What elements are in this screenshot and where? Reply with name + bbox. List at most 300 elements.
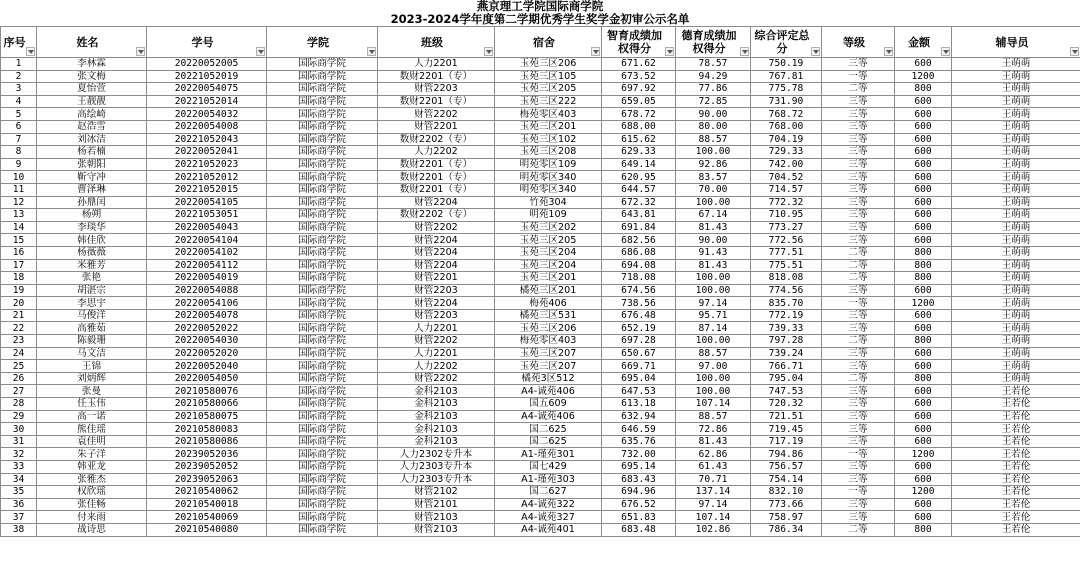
cell-total-score[interactable]: 721.51 [751,410,822,423]
cell-index[interactable]: 28 [1,398,37,411]
cell-moral-score[interactable]: 62.86 [676,448,751,461]
cell-class[interactable]: 财管2203 [378,83,495,96]
cell-name[interactable]: 刘冰洁 [37,133,147,146]
cell-class[interactable]: 数财2201（专） [378,95,495,108]
cell-grade[interactable]: 三等 [822,309,895,322]
cell-student-id[interactable]: 20220054032 [147,108,267,121]
cell-student-id[interactable]: 20220054043 [147,221,267,234]
cell-total-score[interactable]: 739.33 [751,322,822,335]
cell-name[interactable]: 战诗思 [37,523,147,536]
cell-grade[interactable]: 二等 [822,372,895,385]
cell-index[interactable]: 32 [1,448,37,461]
cell-class[interactable]: 财管2201 [378,272,495,285]
cell-total-score[interactable]: 768.72 [751,108,822,121]
cell-student-id[interactable]: 20220054019 [147,272,267,285]
cell-grade[interactable]: 一等 [822,448,895,461]
cell-name[interactable]: 熊佳瑶 [37,423,147,436]
cell-academic-score[interactable]: 613.18 [602,398,676,411]
cell-academic-score[interactable]: 694.96 [602,486,676,499]
cell-dorm[interactable]: A4-诚苑327 [495,511,602,524]
cell-dorm[interactable]: A1-瑾苑303 [495,473,602,486]
cell-name[interactable]: 王靓靓 [37,95,147,108]
cell-college[interactable]: 国际商学院 [267,120,378,133]
cell-class[interactable]: 财管2204 [378,196,495,209]
cell-dorm[interactable]: 玉苑三区202 [495,221,602,234]
cell-name[interactable]: 张文梅 [37,70,147,83]
cell-class[interactable]: 金科2103 [378,410,495,423]
cell-grade[interactable]: 三等 [822,347,895,360]
cell-dorm[interactable]: 玉苑三区208 [495,146,602,159]
cell-index[interactable]: 37 [1,511,37,524]
cell-total-score[interactable]: 742.00 [751,158,822,171]
cell-college[interactable]: 国际商学院 [267,322,378,335]
cell-academic-score[interactable]: 695.04 [602,372,676,385]
cell-grade[interactable]: 三等 [822,158,895,171]
cell-class[interactable]: 数财2201（专） [378,158,495,171]
cell-academic-score[interactable]: 683.43 [602,473,676,486]
cell-academic-score[interactable]: 620.95 [602,171,676,184]
cell-college[interactable]: 国际商学院 [267,511,378,524]
cell-total-score[interactable]: 704.52 [751,171,822,184]
cell-academic-score[interactable]: 694.08 [602,259,676,272]
cell-moral-score[interactable]: 67.14 [676,209,751,222]
cell-academic-score[interactable]: 674.56 [602,284,676,297]
cell-college[interactable]: 国际商学院 [267,209,378,222]
cell-index[interactable]: 35 [1,486,37,499]
cell-amount[interactable]: 800 [895,335,952,348]
cell-amount[interactable]: 600 [895,423,952,436]
cell-amount[interactable]: 600 [895,234,952,247]
cell-grade[interactable]: 三等 [822,511,895,524]
cell-amount[interactable]: 1200 [895,297,952,310]
cell-name[interactable]: 米雅芳 [37,259,147,272]
cell-counselor[interactable]: 王萌萌 [952,284,1080,297]
cell-class[interactable]: 财管2202 [378,221,495,234]
cell-dorm[interactable]: A4-诚苑401 [495,523,602,536]
cell-name[interactable]: 杨若楠 [37,146,147,159]
cell-student-id[interactable]: 20220054106 [147,297,267,310]
cell-dorm[interactable]: A4-诚苑406 [495,385,602,398]
cell-total-score[interactable]: 835.70 [751,297,822,310]
cell-class[interactable]: 金科2103 [378,385,495,398]
cell-index[interactable]: 25 [1,360,37,373]
cell-total-score[interactable]: 729.33 [751,146,822,159]
cell-student-id[interactable]: 20210540080 [147,523,267,536]
cell-college[interactable]: 国际商学院 [267,448,378,461]
cell-name[interactable]: 曹泽琳 [37,183,147,196]
cell-college[interactable]: 国际商学院 [267,284,378,297]
cell-student-id[interactable]: 20220054102 [147,246,267,259]
cell-amount[interactable]: 600 [895,221,952,234]
cell-counselor[interactable]: 王若伦 [952,473,1080,486]
cell-class[interactable]: 人力2201 [378,347,495,360]
filter-dropdown-icon[interactable] [484,47,493,56]
cell-student-id[interactable]: 20239052063 [147,473,267,486]
cell-dorm[interactable]: 玉苑三区207 [495,347,602,360]
cell-amount[interactable]: 600 [895,158,952,171]
cell-grade[interactable]: 三等 [822,473,895,486]
cell-name[interactable]: 韩亚龙 [37,461,147,474]
cell-class[interactable]: 财管2103 [378,511,495,524]
cell-name[interactable]: 靳守冲 [37,171,147,184]
cell-college[interactable]: 国际商学院 [267,146,378,159]
cell-academic-score[interactable]: 676.48 [602,309,676,322]
cell-grade[interactable]: 三等 [822,360,895,373]
cell-index[interactable]: 38 [1,523,37,536]
cell-name[interactable]: 高雅茹 [37,322,147,335]
cell-amount[interactable]: 800 [895,246,952,259]
cell-index[interactable]: 14 [1,221,37,234]
cell-total-score[interactable]: 772.56 [751,234,822,247]
cell-counselor[interactable]: 王萌萌 [952,158,1080,171]
cell-class[interactable]: 财管2103 [378,523,495,536]
cell-total-score[interactable]: 717.19 [751,435,822,448]
filter-dropdown-icon[interactable] [884,47,893,56]
cell-class[interactable]: 数财2201（专） [378,70,495,83]
filter-dropdown-icon[interactable] [591,47,600,56]
cell-academic-score[interactable]: 615.62 [602,133,676,146]
cell-grade[interactable]: 三等 [822,221,895,234]
cell-student-id[interactable]: 20221052023 [147,158,267,171]
cell-dorm[interactable]: 橘苑三区531 [495,309,602,322]
filter-dropdown-icon[interactable] [1070,47,1079,56]
cell-counselor[interactable]: 王若伦 [952,385,1080,398]
cell-dorm[interactable]: 竹苑304 [495,196,602,209]
cell-name[interactable]: 李林霖 [37,58,147,71]
cell-dorm[interactable]: 玉苑三区201 [495,272,602,285]
cell-college[interactable]: 国际商学院 [267,83,378,96]
cell-amount[interactable]: 600 [895,95,952,108]
cell-student-id[interactable]: 20221053051 [147,209,267,222]
cell-class[interactable]: 数财2202（专） [378,209,495,222]
cell-academic-score[interactable]: 718.08 [602,272,676,285]
cell-dorm[interactable]: 明苑109 [495,209,602,222]
cell-total-score[interactable]: 704.19 [751,133,822,146]
cell-academic-score[interactable]: 659.05 [602,95,676,108]
cell-grade[interactable]: 三等 [822,58,895,71]
cell-amount[interactable]: 600 [895,284,952,297]
cell-class[interactable]: 人力2302专升本 [378,448,495,461]
cell-student-id[interactable]: 20239052036 [147,448,267,461]
cell-class[interactable]: 人力2202 [378,360,495,373]
cell-college[interactable]: 国际商学院 [267,435,378,448]
cell-counselor[interactable]: 王萌萌 [952,372,1080,385]
cell-name[interactable]: 张佳畅 [37,498,147,511]
cell-index[interactable]: 36 [1,498,37,511]
cell-counselor[interactable]: 王萌萌 [952,183,1080,196]
cell-college[interactable]: 国际商学院 [267,360,378,373]
cell-class[interactable]: 人力2201 [378,322,495,335]
cell-college[interactable]: 国际商学院 [267,259,378,272]
cell-moral-score[interactable]: 92.86 [676,158,751,171]
cell-amount[interactable]: 1200 [895,448,952,461]
cell-dorm[interactable]: 橘苑3区512 [495,372,602,385]
cell-student-id[interactable]: 20221052012 [147,171,267,184]
cell-name[interactable]: 刘炳辉 [37,372,147,385]
cell-academic-score[interactable]: 646.59 [602,423,676,436]
cell-class[interactable]: 财管2201 [378,120,495,133]
cell-class[interactable]: 人力2303专升本 [378,473,495,486]
cell-amount[interactable]: 600 [895,196,952,209]
cell-total-score[interactable]: 719.45 [751,423,822,436]
cell-moral-score[interactable]: 100.00 [676,372,751,385]
cell-amount[interactable]: 1200 [895,70,952,83]
cell-dorm[interactable]: A4-诚苑406 [495,410,602,423]
cell-counselor[interactable]: 王萌萌 [952,133,1080,146]
cell-student-id[interactable]: 20210580076 [147,385,267,398]
cell-name[interactable]: 张曼 [37,385,147,398]
cell-dorm[interactable]: 玉苑三区201 [495,120,602,133]
cell-college[interactable]: 国际商学院 [267,461,378,474]
filter-dropdown-icon[interactable] [740,47,749,56]
cell-name[interactable]: 李琰华 [37,221,147,234]
cell-moral-score[interactable]: 100.00 [676,196,751,209]
cell-grade[interactable]: 三等 [822,183,895,196]
cell-class[interactable]: 财管2204 [378,297,495,310]
cell-total-score[interactable]: 795.04 [751,372,822,385]
filter-dropdown-icon[interactable] [256,47,265,56]
cell-amount[interactable]: 600 [895,435,952,448]
cell-dorm[interactable]: 玉苑三区105 [495,70,602,83]
cell-grade[interactable]: 二等 [822,246,895,259]
cell-amount[interactable]: 600 [895,473,952,486]
cell-class[interactable]: 财管2203 [378,284,495,297]
cell-counselor[interactable]: 王萌萌 [952,95,1080,108]
cell-index[interactable]: 13 [1,209,37,222]
cell-class[interactable]: 数财2201（专） [378,183,495,196]
cell-grade[interactable]: 三等 [822,498,895,511]
cell-total-score[interactable]: 754.14 [751,473,822,486]
cell-name[interactable]: 权欣瑶 [37,486,147,499]
cell-dorm[interactable]: 国七429 [495,461,602,474]
cell-dorm[interactable]: 梅苑零区403 [495,335,602,348]
cell-amount[interactable]: 800 [895,272,952,285]
cell-student-id[interactable]: 20210540062 [147,486,267,499]
filter-dropdown-icon[interactable] [26,47,35,56]
cell-dorm[interactable]: 国二625 [495,435,602,448]
cell-academic-score[interactable]: 669.71 [602,360,676,373]
cell-counselor[interactable]: 王若伦 [952,461,1080,474]
cell-student-id[interactable]: 20220054088 [147,284,267,297]
cell-academic-score[interactable]: 643.81 [602,209,676,222]
cell-grade[interactable]: 三等 [822,108,895,121]
cell-moral-score[interactable]: 91.43 [676,246,751,259]
cell-moral-score[interactable]: 100.00 [676,272,751,285]
cell-dorm[interactable]: 橘苑三区201 [495,284,602,297]
cell-index[interactable]: 10 [1,171,37,184]
cell-grade[interactable]: 二等 [822,272,895,285]
cell-counselor[interactable]: 王萌萌 [952,196,1080,209]
cell-academic-score[interactable]: 688.00 [602,120,676,133]
cell-counselor[interactable]: 王萌萌 [952,83,1080,96]
cell-counselor[interactable]: 王若伦 [952,511,1080,524]
cell-moral-score[interactable]: 100.00 [676,146,751,159]
cell-dorm[interactable]: A4-诚苑322 [495,498,602,511]
cell-academic-score[interactable]: 644.57 [602,183,676,196]
cell-grade[interactable]: 三等 [822,322,895,335]
cell-class[interactable]: 财管2202 [378,335,495,348]
cell-amount[interactable]: 600 [895,209,952,222]
cell-grade[interactable]: 二等 [822,259,895,272]
cell-student-id[interactable]: 20220052040 [147,360,267,373]
cell-college[interactable]: 国际商学院 [267,196,378,209]
cell-amount[interactable]: 600 [895,385,952,398]
cell-name[interactable]: 朱子洋 [37,448,147,461]
cell-total-score[interactable]: 818.08 [751,272,822,285]
cell-index[interactable]: 15 [1,234,37,247]
cell-moral-score[interactable]: 100.00 [676,385,751,398]
cell-amount[interactable]: 600 [895,171,952,184]
cell-counselor[interactable]: 王若伦 [952,498,1080,511]
cell-index[interactable]: 4 [1,95,37,108]
cell-total-score[interactable]: 775.51 [751,259,822,272]
cell-grade[interactable]: 三等 [822,423,895,436]
cell-student-id[interactable]: 20210580083 [147,423,267,436]
cell-college[interactable]: 国际商学院 [267,372,378,385]
cell-moral-score[interactable]: 95.71 [676,309,751,322]
cell-moral-score[interactable]: 81.43 [676,435,751,448]
cell-class[interactable]: 金科2103 [378,435,495,448]
cell-moral-score[interactable]: 80.00 [676,120,751,133]
cell-index[interactable]: 27 [1,385,37,398]
cell-college[interactable]: 国际商学院 [267,234,378,247]
cell-index[interactable]: 16 [1,246,37,259]
cell-amount[interactable]: 600 [895,398,952,411]
cell-moral-score[interactable]: 97.14 [676,498,751,511]
cell-counselor[interactable]: 王萌萌 [952,70,1080,83]
cell-index[interactable]: 18 [1,272,37,285]
cell-academic-score[interactable]: 673.52 [602,70,676,83]
cell-academic-score[interactable]: 683.48 [602,523,676,536]
cell-college[interactable]: 国际商学院 [267,498,378,511]
cell-total-score[interactable]: 714.57 [751,183,822,196]
cell-class[interactable]: 数财2201（专） [378,171,495,184]
cell-dorm[interactable]: 国二625 [495,423,602,436]
cell-name[interactable]: 杨朔 [37,209,147,222]
cell-amount[interactable]: 600 [895,133,952,146]
cell-counselor[interactable]: 王萌萌 [952,322,1080,335]
cell-index[interactable]: 34 [1,473,37,486]
cell-moral-score[interactable]: 81.43 [676,221,751,234]
cell-name[interactable]: 高绘崎 [37,108,147,121]
cell-college[interactable]: 国际商学院 [267,58,378,71]
cell-counselor[interactable]: 王若伦 [952,486,1080,499]
cell-student-id[interactable]: 20220054050 [147,372,267,385]
cell-total-score[interactable]: 710.95 [751,209,822,222]
cell-amount[interactable]: 600 [895,511,952,524]
filter-dropdown-icon[interactable] [941,47,950,56]
cell-total-score[interactable]: 731.90 [751,95,822,108]
cell-amount[interactable]: 1200 [895,486,952,499]
cell-class[interactable]: 人力2202 [378,146,495,159]
cell-moral-score[interactable]: 72.86 [676,423,751,436]
cell-index[interactable]: 12 [1,196,37,209]
cell-academic-score[interactable]: 691.84 [602,221,676,234]
cell-academic-score[interactable]: 629.33 [602,146,676,159]
cell-moral-score[interactable]: 77.86 [676,83,751,96]
cell-grade[interactable]: 三等 [822,234,895,247]
cell-counselor[interactable]: 王若伦 [952,523,1080,536]
cell-name[interactable]: 张雅杰 [37,473,147,486]
cell-counselor[interactable]: 王萌萌 [952,58,1080,71]
cell-index[interactable]: 24 [1,347,37,360]
cell-index[interactable]: 29 [1,410,37,423]
cell-grade[interactable]: 三等 [822,385,895,398]
cell-moral-score[interactable]: 107.14 [676,398,751,411]
cell-student-id[interactable]: 20221052015 [147,183,267,196]
cell-grade[interactable]: 一等 [822,297,895,310]
cell-total-score[interactable]: 767.81 [751,70,822,83]
cell-name[interactable]: 杨薇薇 [37,246,147,259]
cell-academic-score[interactable]: 635.76 [602,435,676,448]
cell-total-score[interactable]: 750.19 [751,58,822,71]
cell-counselor[interactable]: 王萌萌 [952,360,1080,373]
cell-total-score[interactable]: 794.86 [751,448,822,461]
cell-student-id[interactable]: 20220054104 [147,234,267,247]
cell-grade[interactable]: 三等 [822,284,895,297]
cell-moral-score[interactable]: 97.14 [676,297,751,310]
cell-student-id[interactable]: 20220054030 [147,335,267,348]
cell-amount[interactable]: 600 [895,120,952,133]
cell-student-id[interactable]: 20220054078 [147,309,267,322]
cell-total-score[interactable]: 739.24 [751,347,822,360]
cell-college[interactable]: 国际商学院 [267,183,378,196]
cell-index[interactable]: 20 [1,297,37,310]
cell-amount[interactable]: 600 [895,58,952,71]
cell-grade[interactable]: 二等 [822,523,895,536]
cell-name[interactable]: 马文洁 [37,347,147,360]
cell-index[interactable]: 31 [1,435,37,448]
cell-amount[interactable]: 800 [895,523,952,536]
cell-academic-score[interactable]: 652.19 [602,322,676,335]
cell-name[interactable]: 王锦 [37,360,147,373]
cell-index[interactable]: 30 [1,423,37,436]
cell-grade[interactable]: 三等 [822,410,895,423]
cell-name[interactable]: 马俊洋 [37,309,147,322]
cell-name[interactable]: 孙鼎闰 [37,196,147,209]
cell-moral-score[interactable]: 100.00 [676,284,751,297]
cell-grade[interactable]: 三等 [822,133,895,146]
cell-dorm[interactable]: 玉苑三区206 [495,58,602,71]
cell-index[interactable]: 23 [1,335,37,348]
cell-amount[interactable]: 600 [895,108,952,121]
cell-academic-score[interactable]: 697.28 [602,335,676,348]
cell-moral-score[interactable]: 88.57 [676,347,751,360]
cell-counselor[interactable]: 王若伦 [952,448,1080,461]
cell-counselor[interactable]: 王若伦 [952,410,1080,423]
cell-dorm[interactable]: 梅苑406 [495,297,602,310]
cell-moral-score[interactable]: 70.71 [676,473,751,486]
cell-student-id[interactable]: 20210580086 [147,435,267,448]
cell-counselor[interactable]: 王萌萌 [952,309,1080,322]
cell-moral-score[interactable]: 88.57 [676,133,751,146]
cell-academic-score[interactable]: 632.94 [602,410,676,423]
cell-total-score[interactable]: 772.19 [751,309,822,322]
cell-counselor[interactable]: 王萌萌 [952,297,1080,310]
cell-student-id[interactable]: 20220052020 [147,347,267,360]
cell-name[interactable]: 赵浩雪 [37,120,147,133]
cell-academic-score[interactable]: 738.56 [602,297,676,310]
cell-college[interactable]: 国际商学院 [267,158,378,171]
cell-class[interactable]: 金科2103 [378,423,495,436]
cell-counselor[interactable]: 王萌萌 [952,108,1080,121]
cell-index[interactable]: 19 [1,284,37,297]
cell-moral-score[interactable]: 94.29 [676,70,751,83]
cell-counselor[interactable]: 王萌萌 [952,171,1080,184]
cell-index[interactable]: 33 [1,461,37,474]
cell-total-score[interactable]: 797.28 [751,335,822,348]
cell-class[interactable]: 财管2101 [378,498,495,511]
